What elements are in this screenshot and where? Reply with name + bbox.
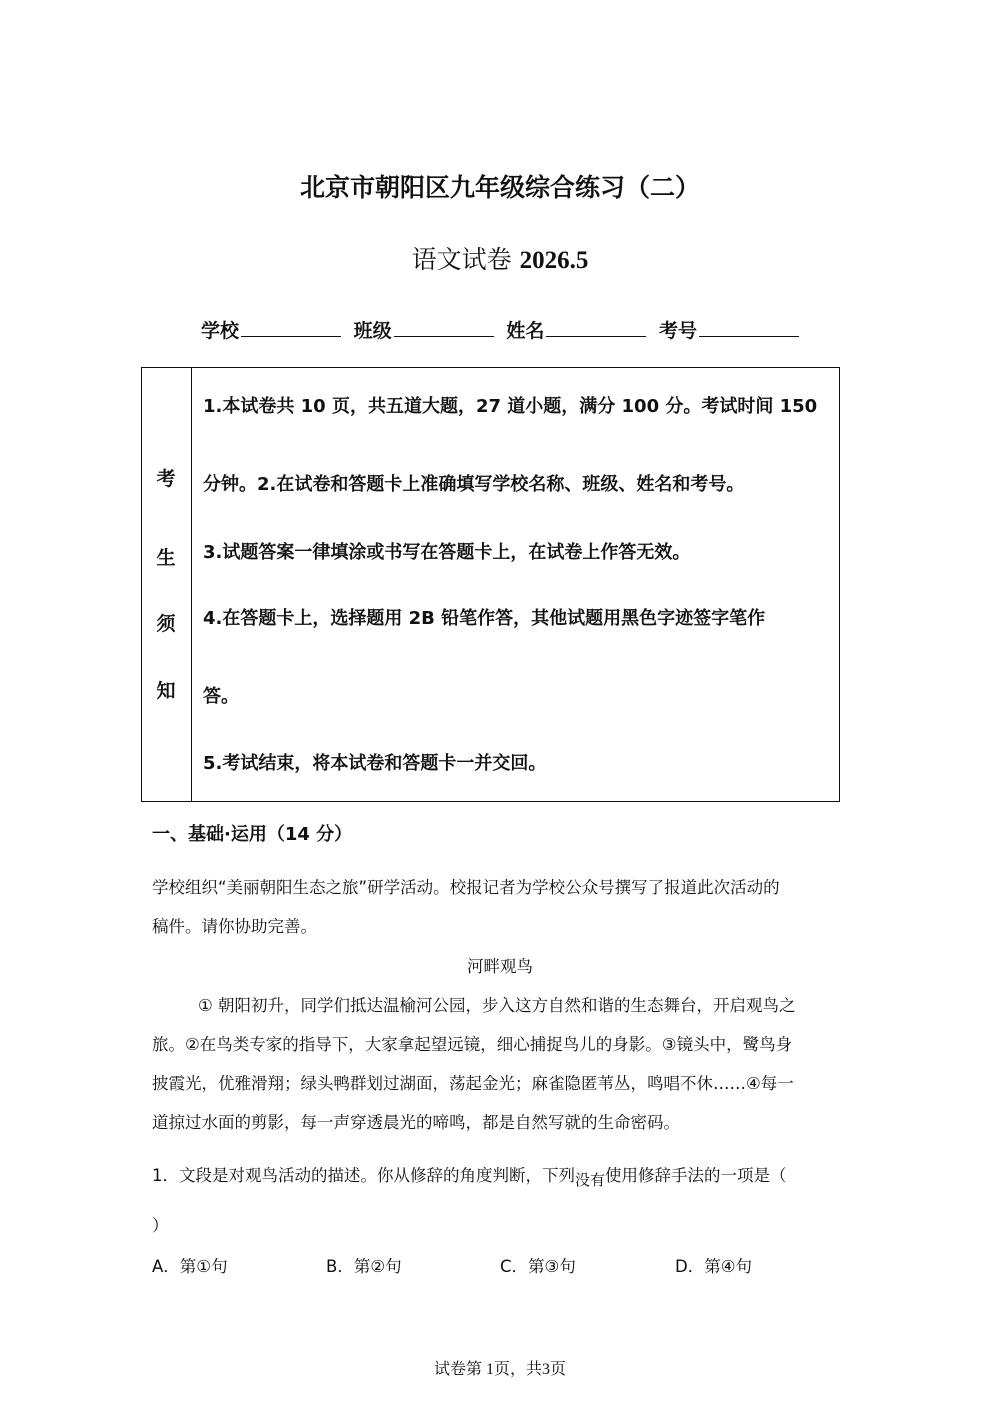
blank-line bbox=[394, 318, 494, 337]
blank-line bbox=[699, 318, 799, 337]
exam-notice-box bbox=[141, 367, 840, 802]
question-1-stem: 1．文段是对观鸟活动的描述。你从修辞的角度判断，下列没有使用修辞手法的一项是（ bbox=[152, 1166, 787, 1189]
notice-line: 分钟。2.在试卷和答题卡上准确填写学校名称、班级、姓名和考号。 bbox=[203, 474, 745, 495]
page-subtitle bbox=[0, 240, 1000, 276]
notice-side-char: 须 bbox=[156, 613, 176, 635]
notice-line: 答。 bbox=[203, 686, 239, 707]
notice-line: 1.本试卷共 10 页，共五道大题，27 道小题，满分 100 分。考试时间 150 bbox=[203, 396, 818, 417]
option-c[interactable]: C．第③句 bbox=[500, 1257, 576, 1276]
field-exam-number: 考号 bbox=[659, 320, 799, 342]
subtitle-year: 2026.5 bbox=[519, 247, 589, 274]
notice-side-char: 考 bbox=[156, 468, 176, 490]
option-a[interactable]: A．第①句 bbox=[152, 1257, 228, 1276]
blank-line bbox=[241, 318, 341, 337]
section-heading: 一、基础·运用（14 分） bbox=[152, 824, 353, 845]
page-title: 北京市朝阳区九年级综合练习（二） bbox=[299, 173, 700, 202]
intro-line: 学校组织“美丽朝阳生态之旅”研学活动。校报记者为学校公众号撰写了报道此次活动的 bbox=[152, 878, 780, 897]
option-d[interactable]: D．第④句 bbox=[675, 1257, 752, 1276]
field-class: 班级 bbox=[354, 320, 494, 342]
notice-side-char: 生 bbox=[156, 547, 176, 569]
question-1-stem-end: ） bbox=[152, 1216, 169, 1235]
article-line: ① 朝阳初升，同学们抵达温榆河公园，步入这方自然和谐的生态舞台，开启观鸟之 bbox=[198, 996, 796, 1015]
blank-line bbox=[546, 318, 646, 337]
article-title: 河畔观鸟 bbox=[467, 957, 533, 976]
emphasis-text: 没有 bbox=[575, 1171, 606, 1189]
intro-line: 稿件。请你协助完善。 bbox=[152, 917, 317, 936]
notice-line: 4.在答题卡上，选择题用 2B 铅笔作答，其他试题用黑色字迹签字笔作 bbox=[203, 608, 766, 629]
field-school: 学校 bbox=[201, 320, 341, 342]
notice-line: 5.考试结束，将本试卷和答题卡一并交回。 bbox=[203, 753, 547, 774]
article-line: 旅。②在鸟类专家的指导下，大家拿起望远镜，细心捕捉鸟儿的身影。③镜头中，鹭鸟身 bbox=[152, 1035, 793, 1054]
notice-side-label bbox=[142, 368, 192, 801]
article-line: 道掠过水面的剪影，每一声穿透晨光的啼鸣，都是自然写就的生命密码。 bbox=[152, 1113, 680, 1132]
page-footer: 试卷第 1页，共3页 bbox=[433, 1361, 566, 1378]
notice-side-char: 知 bbox=[156, 680, 176, 702]
option-b[interactable]: B．第②句 bbox=[326, 1257, 402, 1276]
notice-line: 3.试题答案一律填涂或书写在答题卡上，在试卷上作答无效。 bbox=[203, 542, 691, 563]
article-line: 披霞光，优雅滑翔；绿头鸭群划过湖面，荡起金光；麻雀隐匿苇丛，鸣唱不休……④每一 bbox=[152, 1074, 794, 1093]
subtitle-text: 语文试卷 bbox=[411, 245, 512, 274]
student-info-fields bbox=[0, 316, 1000, 343]
field-name: 姓名 bbox=[506, 320, 646, 342]
